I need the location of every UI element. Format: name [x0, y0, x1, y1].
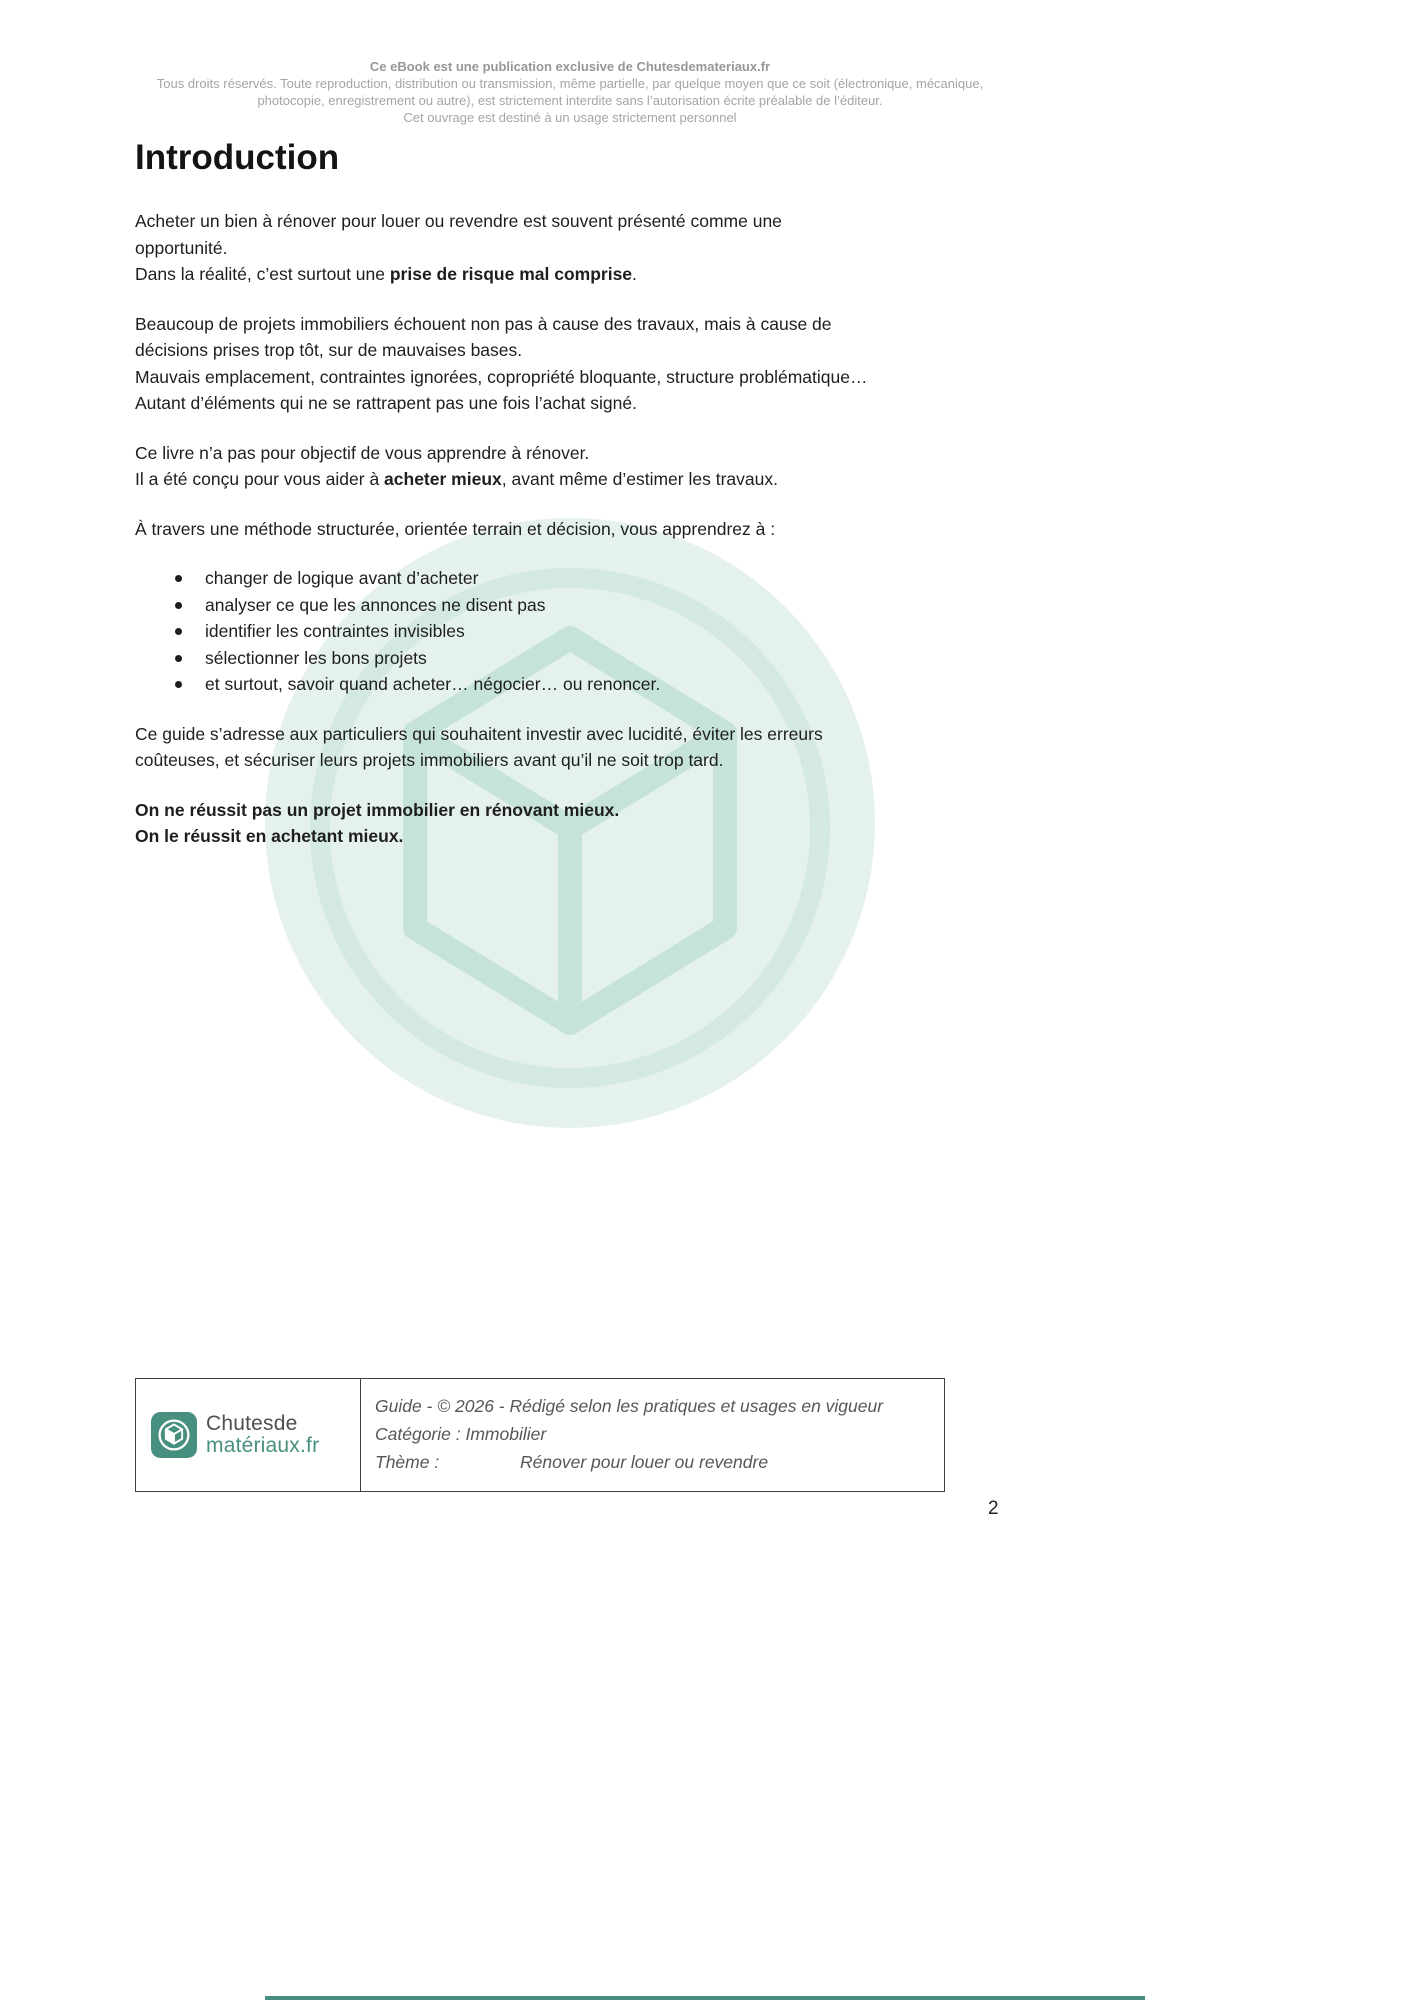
text-run: Autant d’éléments qui ne se rattrapent pas une fois l’achat signé.: [135, 393, 637, 413]
footer-guide-line: Guide - © 2026 - Rédigé selon les pratiques et usages en vigueur: [375, 1396, 884, 1416]
text-run: Dans la réalité, c’est surtout une: [135, 264, 390, 284]
page-edge-line: [265, 1996, 1145, 2000]
copyright-line-4: Cet ouvrage est destiné à un usage strictement personnel: [403, 110, 737, 125]
paragraph: [135, 208, 1005, 288]
brand-name-line2: matériaux.fr: [206, 1434, 320, 1457]
brand-name-line1: Chutesde: [206, 1412, 298, 1435]
footer-info: [361, 1379, 944, 1491]
text-run: Mauvais emplacement, contraintes ignorées, copropriété bloquante, structure problématique…: [135, 366, 868, 387]
body-text: [135, 208, 1005, 850]
copyright-header: [135, 58, 1005, 126]
text-run: À travers une méthode structurée, orientée terrain et décision, vous apprendrez à :: [135, 518, 776, 539]
text-run: Acheter un bien à rénover pour louer ou revendre est souvent présenté comme une: [135, 211, 782, 231]
footer-theme-value: Rénover pour louer ou revendre: [520, 1452, 769, 1472]
text-run: .: [632, 264, 637, 284]
content-column: [135, 58, 1005, 873]
bullet-list: [135, 565, 1005, 698]
footer-logo: [136, 1379, 361, 1491]
text-run: Ce guide s’adresse aux particuliers qui souhaitent investir avec lucidité, éviter les erreurs: [135, 723, 823, 744]
paragraph: [135, 516, 1005, 543]
bold-text: prise de risque mal comprise: [389, 264, 633, 284]
brand-logo-icon: [151, 1412, 197, 1458]
page-title: Introduction: [135, 138, 340, 177]
text-run: On ne réussit pas un projet immobilier en rénovant mieux.: [135, 799, 620, 820]
footer-theme-label: Thème :: [375, 1452, 440, 1472]
page-number: 2: [988, 1498, 999, 1519]
text-run: Beaucoup de projets immobiliers échouent non pas à cause des travaux, mais à cause de: [135, 313, 832, 334]
footer-category-label: Catégorie :: [375, 1424, 461, 1444]
bold-text: acheter mieux: [384, 469, 502, 489]
bullet-item: identifier les contraintes invisibles: [175, 618, 1005, 645]
copyright-line-1: Ce eBook est une publication exclusive de Chutesdemateriaux.fr: [369, 59, 771, 74]
paragraph: [135, 721, 1005, 774]
paragraph: [135, 311, 1005, 417]
brand-name: [206, 1413, 319, 1457]
text-run: Ce livre n’a pas pour objectif de vous apprendre à rénover.: [135, 442, 590, 463]
paragraph: [135, 440, 1005, 493]
copyright-line-2: Tous droits réservés. Toute reproduction, distribution ou transmission, même partielle, par quelque moyen que ce soit (électronique, mécanique,: [156, 76, 984, 91]
text-run: décisions prises trop tôt, sur de mauvaises bases.: [135, 340, 523, 360]
bullet-item: analyser ce que les annonces ne disent pas: [175, 592, 1005, 619]
text-run: coûteuses, et sécuriser leurs projets immobiliers avant qu’il ne soit trop tard.: [135, 750, 724, 770]
text-run: On le réussit en achetant mieux.: [135, 826, 404, 846]
footer-category-line: [375, 1420, 944, 1448]
bullet-item: changer de logique avant d’acheter: [175, 565, 1005, 592]
footer-box: [135, 1378, 945, 1492]
bullet-item: et surtout, savoir quand acheter… négocier… ou renoncer.: [175, 671, 1005, 698]
bullet-item: sélectionner les bons projets: [175, 645, 1005, 672]
copyright-line-3: photocopie, enregistrement ou autre), est strictement interdite sans l’autorisation écrite préalable de l’éditeur.: [257, 93, 883, 108]
text-run: opportunité.: [135, 237, 228, 258]
paragraph: [135, 797, 1005, 850]
footer-category-value: Immobilier: [465, 1424, 547, 1444]
footer-theme-line: [375, 1448, 944, 1476]
text-run: , avant même d’estimer les travaux.: [501, 469, 778, 489]
text-run: Il a été conçu pour vous aider à: [135, 469, 385, 489]
